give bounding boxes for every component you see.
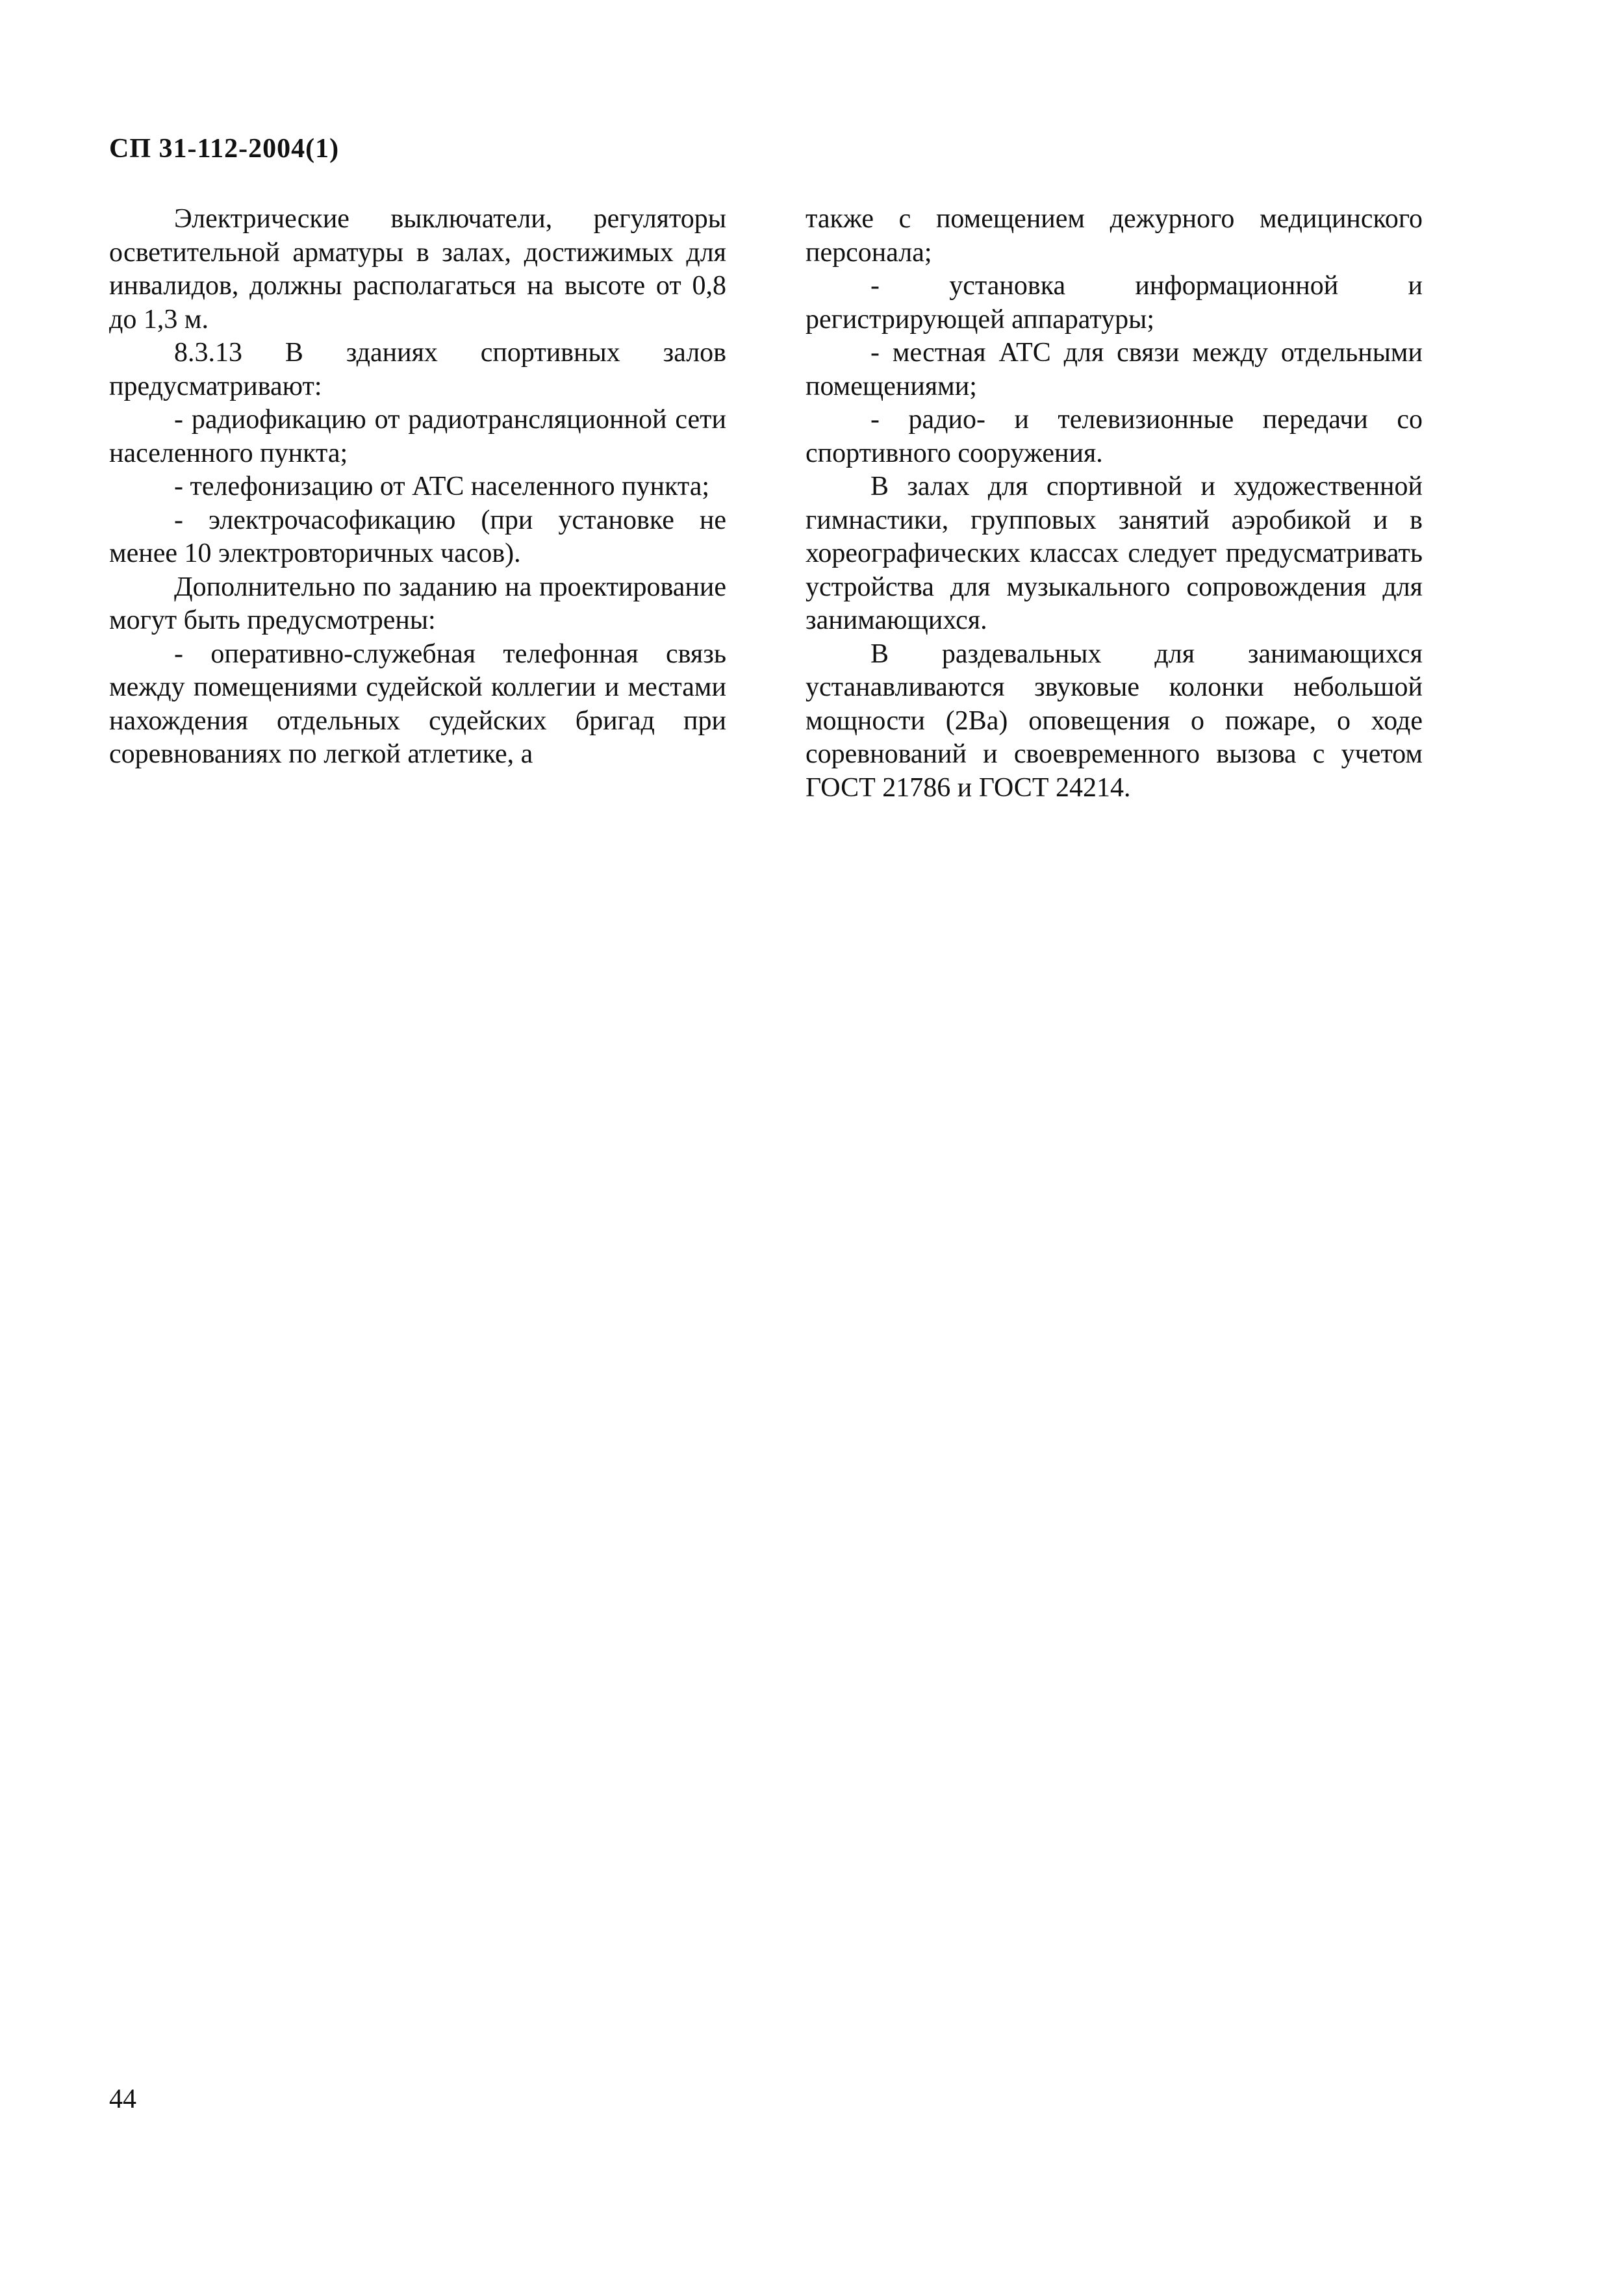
list-item-service-phone: - оперативно-служебная телефонная связь между помещениями судейской коллегии и местами нахождения отдельных судейских бригад при соревнованиях по легкой атлетике, а bbox=[109, 638, 726, 769]
paragraph-8-3-13: 8.3.13 В зданиях спортивных залов предусматривают: bbox=[109, 338, 726, 401]
list-item-clocks: - электрочасофикацию (при установке не менее 10 электровторичных часов). bbox=[109, 505, 726, 568]
list-item-broadcasts: - радио- и телевизионные передачи со спортивного сооружения. bbox=[806, 405, 1423, 468]
page-number: 44 bbox=[109, 2084, 136, 2114]
left-text-column bbox=[109, 203, 726, 772]
paragraph-gymnastics-halls: В залах для спортивной и художественной гимнастики, групповых занятий аэробикой и в хореографических классах следует предусматривать устройства для музыкального сопровождения для занимающихся. bbox=[806, 472, 1423, 635]
continuation-medical-staff: также с помещением дежурного медицинского персонала; bbox=[806, 204, 1423, 268]
paragraph-dressing-rooms: В раздевальных для занимающихся устанавливаются звуковые колонки небольшой мощности (2Ва) оповещения о пожаре, о ходе соревнований и своевременного вызова с учетом ГОСТ 21786 и ГОСТ 24214. bbox=[806, 638, 1423, 803]
right-text-column bbox=[806, 203, 1423, 805]
document-code-header: СП 31-112-2004(1) bbox=[109, 134, 340, 164]
list-item-local-pbx: - местная АТС для связи между отдельными помещениями; bbox=[806, 338, 1423, 401]
list-item-info-equipment: - установка информационной и регистрирующей аппаратуры; bbox=[806, 271, 1423, 335]
list-item-telephone: - телефонизацию от АТС населенного пункта; bbox=[174, 472, 710, 501]
paragraph-switches: Электрические выключатели, регуляторы осветительной арматуры в залах, достижимых для инвалидов, должны располагаться на высоте от 0,8 до 1,3 м. bbox=[109, 204, 726, 335]
list-item-radio: - радиофикацию от радиотрансляционной сети населенного пункта; bbox=[109, 405, 726, 468]
paragraph-additional: Дополнительно по заданию на проектирование могут быть предусмотрены: bbox=[109, 572, 726, 635]
